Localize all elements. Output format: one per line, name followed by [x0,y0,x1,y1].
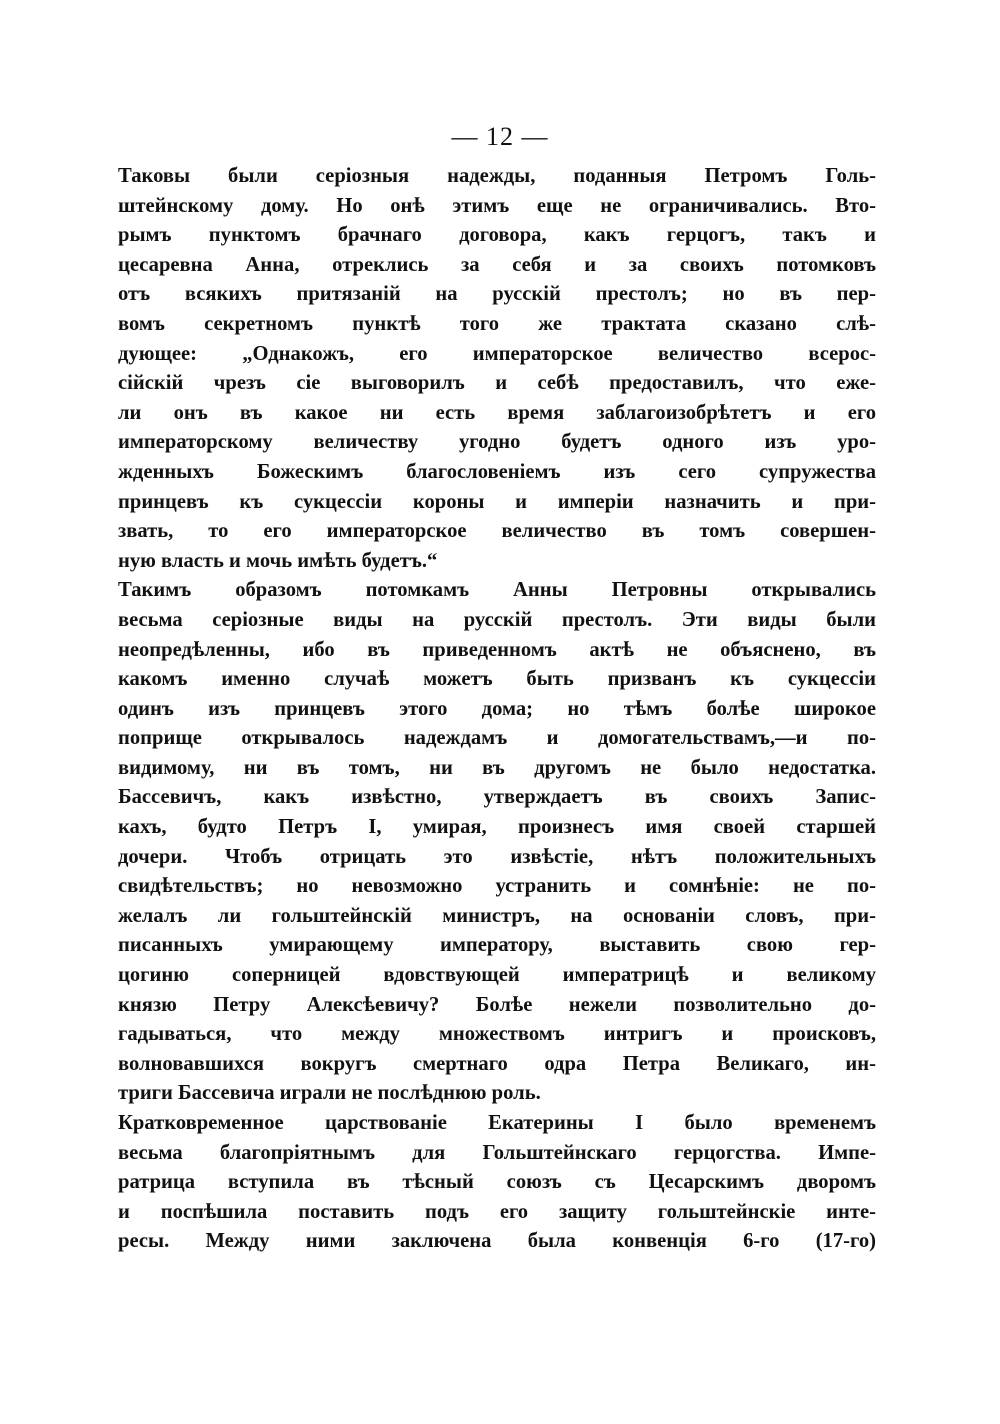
text-line: звать, то его императорское величество въ томъ совершен- [118,520,876,543]
text-line: гадываться, что между множествомъ интригъ и происковъ, [118,1023,876,1046]
text-line: императорскому величеству угодно будетъ одного изъ уро- [118,431,876,454]
text-line: жденныхъ Божескимъ благословеніемъ изъ сего супружества [118,460,876,483]
text-line: желалъ ли гольштейнскій министръ, на основаніи словъ, при- [118,904,876,927]
text-line: ли онъ въ какое ни есть время заблагоизобрѣтетъ и его [118,401,876,424]
text-line: вомъ секретномъ пунктѣ того же трактата сказано слѣ- [118,312,876,335]
text-line: сійскій чрезъ сіе выговорилъ и себѣ предоставилъ, что еже- [118,372,876,395]
text-line: волновавшихся вокругъ смертнаго одра Петра Великаго, ин- [118,1052,876,1075]
text-line: отъ всякихъ притязаній на русскій престолъ; но въ пер- [118,283,876,306]
text-line: и поспѣшила поставить подъ его защиту гольштейнскіе инте- [118,1200,876,1223]
text-line: Бассевичъ, какъ извѣстно, утверждаетъ въ своихъ Запис- [118,786,876,809]
text-line: Кратковременное царствованіе Екатерины I было временемъ [118,1112,876,1134]
text-line: ратрица вступила въ тѣсный союзъ съ Цесарскимъ дворомъ [118,1171,876,1194]
text-line: неопредѣленны, ибо въ приведенномъ актѣ не объяснено, въ [118,638,876,661]
text-line: видимому, ни въ томъ, ни въ другомъ не было недостатка. [118,756,876,779]
text-line: писанныхъ умирающему императору, выставить свою гер- [118,934,876,957]
text-line: одинъ изъ принцевъ этого дома; но тѣмъ болѣе широкое [118,697,876,720]
text-line: князю Петру Алексѣевичу? Болѣе нежели позволительно до- [118,993,876,1016]
paragraph-2 [118,576,876,1109]
text-line: триги Бассевича играли не послѣднюю роль. [118,1082,541,1105]
text-line: цесаревна Анна, отреклись за себя и за своихъ потомковъ [118,253,876,276]
text-line: дующее: „Однакожъ, его императорское величество всерос- [118,342,876,365]
text-line: дочери. Чтобъ отрицать это извѣстіе, нѣтъ положительныхъ [118,845,876,868]
text-line: весьма благопріятнымъ для Гольштейнскаго герцогства. Импе- [118,1141,876,1164]
text-line: принцевъ къ сукцессіи короны и имперіи назначить и при- [118,490,876,513]
text-line: Такимъ образомъ потомкамъ Анны Петровны открывались [118,579,876,602]
page-number: — 12 — [451,122,549,151]
text-line: поприще открывалось надеждамъ и домогательствамъ,—и по- [118,727,876,750]
text-line: ресы. Между ними заключена была конвенція 6-го (17-го) [118,1230,876,1253]
body-text [118,162,876,1257]
text-line: ную власть и мочь имѣть будетъ.“ [118,549,438,572]
text-line: свидѣтельствъ; но невозможно устранить и сомнѣніе: не по- [118,875,876,898]
text-line: кахъ, будто Петръ I, умирая, произнесъ имя своей старшей [118,816,876,839]
text-line: Таковы были серіозныя надежды, поданныя Петромъ Голь- [118,165,876,187]
paragraph-1 [118,162,876,576]
paragraph-3 [118,1109,876,1257]
text-line: штейнскому дому. Но онѣ этимъ еще не ограничивались. Вто- [118,194,876,217]
text-line: весьма серіозные виды на русскій престолъ. Эти виды были [118,608,876,631]
text-line: рымъ пунктомъ брачнаго договора, какъ герцогъ, такъ и [118,224,876,247]
text-line: какомъ именно случаѣ можетъ быть призванъ къ сукцессіи [118,668,876,691]
text-line: цогиню соперницей вдовствующей императрицѣ и великому [118,964,876,987]
